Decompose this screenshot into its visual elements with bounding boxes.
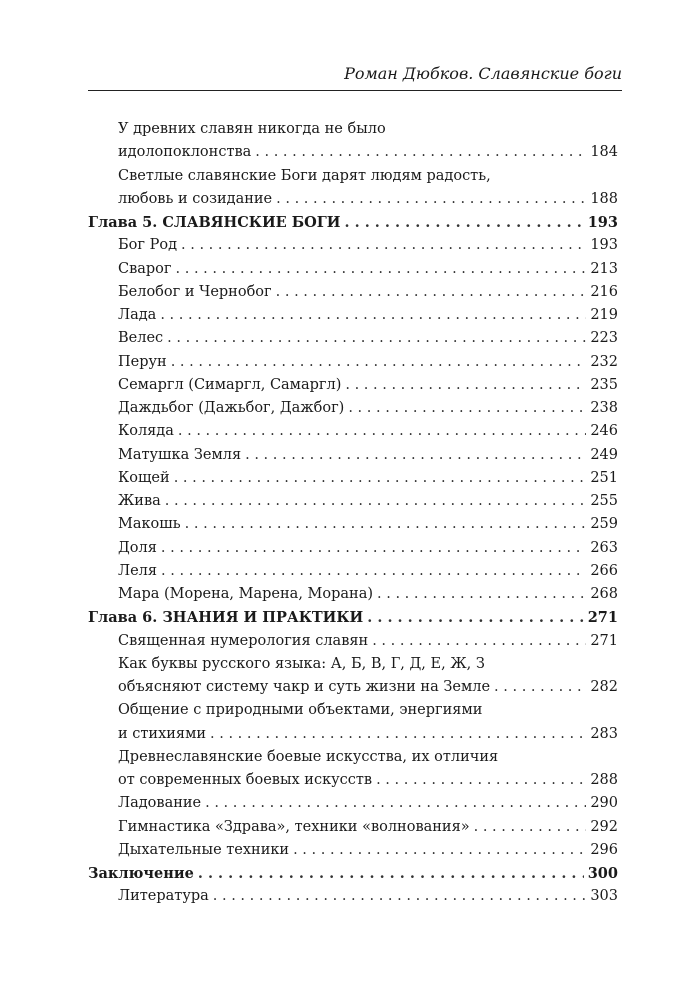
- toc-page-number: 251: [590, 469, 618, 486]
- toc-entry: [88, 281, 618, 304]
- toc-leader-dots: [205, 792, 586, 815]
- toc-entry-title: Леля: [118, 562, 158, 579]
- toc-entry: [88, 351, 618, 374]
- toc-entry: [88, 188, 618, 211]
- toc-page-number: 255: [590, 493, 618, 509]
- toc-leader-dots: [293, 839, 586, 862]
- toc-entry-title: Перун: [118, 353, 167, 370]
- toc-entry-title: Белобог и Чернобог: [118, 283, 272, 300]
- toc-page-number: 292: [590, 818, 618, 835]
- toc-leader-dots: [372, 630, 586, 653]
- toc-leader-dots: [377, 583, 586, 606]
- toc-entry: [88, 746, 618, 769]
- toc-entry-title: Матушка Земля: [118, 446, 242, 463]
- toc-entry: [88, 816, 618, 839]
- toc-page-number: 296: [590, 841, 618, 858]
- toc-leader-dots: [174, 467, 587, 490]
- toc-entry-title: Дыхательные техники: [118, 841, 290, 858]
- toc-entry: [88, 258, 618, 281]
- toc-page-number: 188: [590, 190, 618, 207]
- toc-page-number: 235: [590, 376, 618, 393]
- toc-page-number: 266: [590, 562, 618, 579]
- toc-entry-title: Древнеславянские боевые искусства, их отличия: [118, 748, 499, 765]
- toc-entry: [88, 118, 618, 141]
- toc-page-number: 232: [590, 353, 618, 370]
- toc-entry: [88, 839, 618, 862]
- toc-entry: [88, 234, 618, 257]
- toc-entry: [88, 444, 618, 467]
- toc-chapter-entry: [88, 606, 618, 629]
- toc-entry-title: Велес: [118, 330, 164, 347]
- toc-entry-title: Лада: [118, 307, 157, 323]
- toc-entry: [88, 165, 618, 188]
- toc-entry-title: и стихиями: [118, 725, 207, 742]
- toc-leader-dots: [185, 513, 587, 536]
- toc-page-number: 300: [587, 865, 618, 882]
- toc-entry: [88, 723, 618, 746]
- toc-page-number: 193: [587, 214, 618, 231]
- toc-entry-title: Священная нумерология славян: [118, 632, 369, 649]
- toc-page-number: 219: [590, 307, 618, 323]
- toc-entry-title: У древних славян никогда не было: [118, 121, 386, 137]
- toc-entry-title: Мара (Морена, Марена, Морана): [118, 586, 374, 602]
- toc-entry-title: Кощей: [118, 469, 170, 486]
- toc-leader-dots: [348, 397, 586, 420]
- toc-entry: [88, 769, 618, 792]
- toc-leader-dots: [345, 374, 586, 397]
- toc-entry: [88, 304, 618, 327]
- toc-entry-title: Бог Род: [118, 237, 178, 254]
- toc-entry-title: Светлые славянские Боги дарят людям радость,: [118, 167, 491, 184]
- toc-leader-dots: [161, 560, 586, 583]
- toc-entry-title: Глава 5. СЛАВЯНСКИЕ БОГИ: [88, 214, 341, 231]
- header-rule: [88, 90, 622, 91]
- toc-entry-title: Ладование: [118, 795, 202, 812]
- toc-page-number: 271: [590, 632, 618, 649]
- toc-page-number: 303: [590, 888, 618, 905]
- toc-entry: [88, 699, 618, 722]
- toc-entry: [88, 676, 618, 699]
- toc-entry-title: идолопоклонства: [118, 144, 252, 161]
- toc-entry-title: объясняют систему чакр и суть жизни на Земле: [118, 679, 491, 695]
- toc-entry: [88, 560, 618, 583]
- toc-entry-title: Общение с природными объектами, энергиями: [118, 702, 483, 719]
- toc-leader-dots: [367, 606, 583, 629]
- toc-entry-title: Даждьбог (Дажьбог, Дажбог): [118, 400, 345, 416]
- toc-leader-dots: [210, 723, 586, 746]
- toc-entry-title: Как буквы русского языка: А, Б, В, Г, Д, Е, Ж, З: [118, 655, 485, 672]
- toc-entry-title: Сварог: [118, 260, 172, 277]
- toc-entry-title: Доля: [118, 539, 157, 556]
- toc-entry-title: Заключение: [88, 865, 194, 882]
- toc-entry: [88, 327, 618, 350]
- toc-page-number: 290: [590, 795, 618, 812]
- table-of-contents: [88, 118, 618, 909]
- toc-entry-title: Гимнастика «Здрава», техники «волнования»: [118, 818, 470, 835]
- toc-leader-dots: [474, 816, 587, 839]
- toc-leader-dots: [165, 490, 587, 513]
- toc-page-number: 193: [590, 237, 618, 254]
- toc-entry-title: от современных боевых искусств: [118, 772, 373, 788]
- toc-page-number: 216: [590, 283, 618, 300]
- toc-entry-title: Глава 6. ЗНАНИЯ И ПРАКТИКИ: [88, 609, 364, 627]
- toc-entry: [88, 537, 618, 560]
- toc-leader-dots: [181, 234, 586, 257]
- toc-entry: [88, 630, 618, 653]
- toc-page-number: 249: [590, 446, 618, 463]
- toc-page-number: 283: [590, 725, 618, 742]
- toc-page-number: 263: [590, 539, 618, 556]
- toc-chapter-entry: [88, 211, 618, 234]
- toc-page-number: 246: [590, 423, 618, 440]
- toc-leader-dots: [276, 281, 587, 304]
- toc-leader-dots: [376, 769, 586, 792]
- toc-page-number: 288: [590, 772, 618, 788]
- toc-leader-dots: [276, 188, 586, 211]
- toc-entry-title: Литература: [118, 888, 209, 905]
- toc-chapter-entry: [88, 862, 618, 885]
- toc-leader-dots: [176, 258, 587, 281]
- toc-page-number: 213: [590, 260, 618, 277]
- toc-entry-title: Жива: [118, 493, 161, 509]
- toc-entry: [88, 583, 618, 606]
- toc-leader-dots: [178, 420, 586, 443]
- toc-entry: [88, 792, 618, 815]
- toc-entry: [88, 141, 618, 164]
- toc-page-number: 271: [587, 609, 618, 627]
- toc-page-number: 184: [590, 144, 618, 161]
- toc-entry: [88, 374, 618, 397]
- toc-leader-dots: [167, 327, 586, 350]
- toc-entry-title: Макошь: [118, 516, 181, 533]
- toc-entry: [88, 490, 618, 513]
- toc-entry: [88, 420, 618, 443]
- toc-entry: [88, 653, 618, 676]
- toc-leader-dots: [245, 444, 586, 467]
- toc-entry: [88, 513, 618, 536]
- toc-leader-dots: [255, 141, 586, 164]
- toc-entry-title: любовь и созидание: [118, 190, 273, 207]
- toc-page-number: 268: [590, 586, 618, 602]
- toc-entry-title: Семаргл (Симаргл, Самаргл): [118, 376, 342, 393]
- toc-page-number: 238: [590, 400, 618, 416]
- toc-entry: [88, 397, 618, 420]
- toc-page-number: 223: [590, 330, 618, 347]
- toc-page-number: 282: [590, 679, 618, 695]
- toc-leader-dots: [160, 304, 586, 327]
- toc-entry: [88, 885, 618, 908]
- toc-leader-dots: [198, 862, 584, 885]
- toc-leader-dots: [345, 211, 584, 234]
- toc-entry: [88, 467, 618, 490]
- toc-leader-dots: [494, 676, 586, 699]
- toc-entry-title: Коляда: [118, 423, 174, 440]
- toc-page-number: 259: [590, 516, 618, 533]
- toc-leader-dots: [171, 351, 587, 374]
- running-header: Роман Дюбков. Славянские боги: [344, 64, 622, 83]
- toc-leader-dots: [213, 885, 587, 908]
- toc-leader-dots: [161, 537, 586, 560]
